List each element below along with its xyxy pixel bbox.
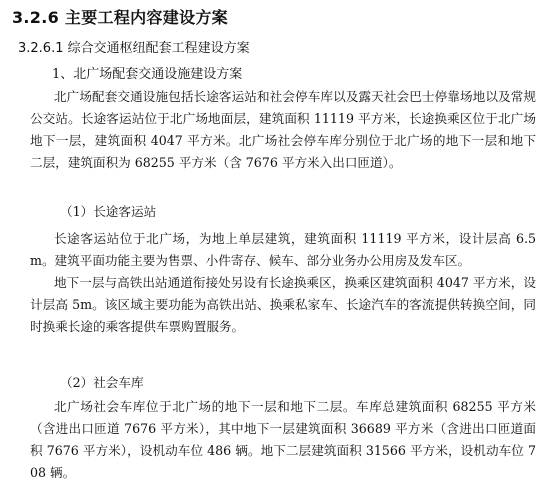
section-heading: 3.2.6 主要工程内容建设方案 [12, 8, 228, 27]
bus-station-heading: （1）长途客运站 [60, 204, 157, 219]
bus-station-paragraph-1: 长途客运站位于北广场，为地上单层建筑，建筑面积 11119 平方米，设计层高 6.5m。建筑平面功能主要为售票、小件寄存、候车、部分业务办公用房及发车区。 [30, 231, 536, 268]
north-plaza-paragraph: 北广场配套交通设施包括长途客运站和社会停车库以及露天社会巴士停靠场地以及常规公交站。长途客运站位于北广场地面层，建筑面积 11119 平方米，长途换乘区位于北广场地下一层，建筑面积 4047 平方米。北广场社会停车库分别位于北广场的地下一层和地下二层，建筑面积为 68255 平方米（含 7676 平方米入出口匝道）。 [30, 89, 536, 170]
subsection-heading: 3.2.6.1 综合交通枢纽配套工程建设方案 [18, 41, 250, 56]
garage-paragraph: 北广场社会车库位于北广场的地下一层和地下二层。车库总建筑面积 68255 平方米（含进出口匝道 7676 平方米），其中地下一层建筑面积 36689 平方米（含进出口匝道面积 7676 平方米），设机动车位 486 辆。地下二层建筑面积 31566 平方米，设机动车位 708 辆。 [30, 399, 536, 480]
garage-heading: （2）社会车库 [60, 375, 144, 390]
bus-station-paragraph-2: 地下一层与高铁出站通道衔接处另设有长途换乘区，换乘区建筑面积 4047 平方米，设计层高 5m。该区域主要功能为高铁出站、换乘私家车、长途汽车的客流提供转换空间，同时换乘长途的乘客提供车票购置服务。 [30, 275, 536, 334]
item-heading-north-plaza: 1、北广场配套交通设施建设方案 [52, 67, 243, 82]
